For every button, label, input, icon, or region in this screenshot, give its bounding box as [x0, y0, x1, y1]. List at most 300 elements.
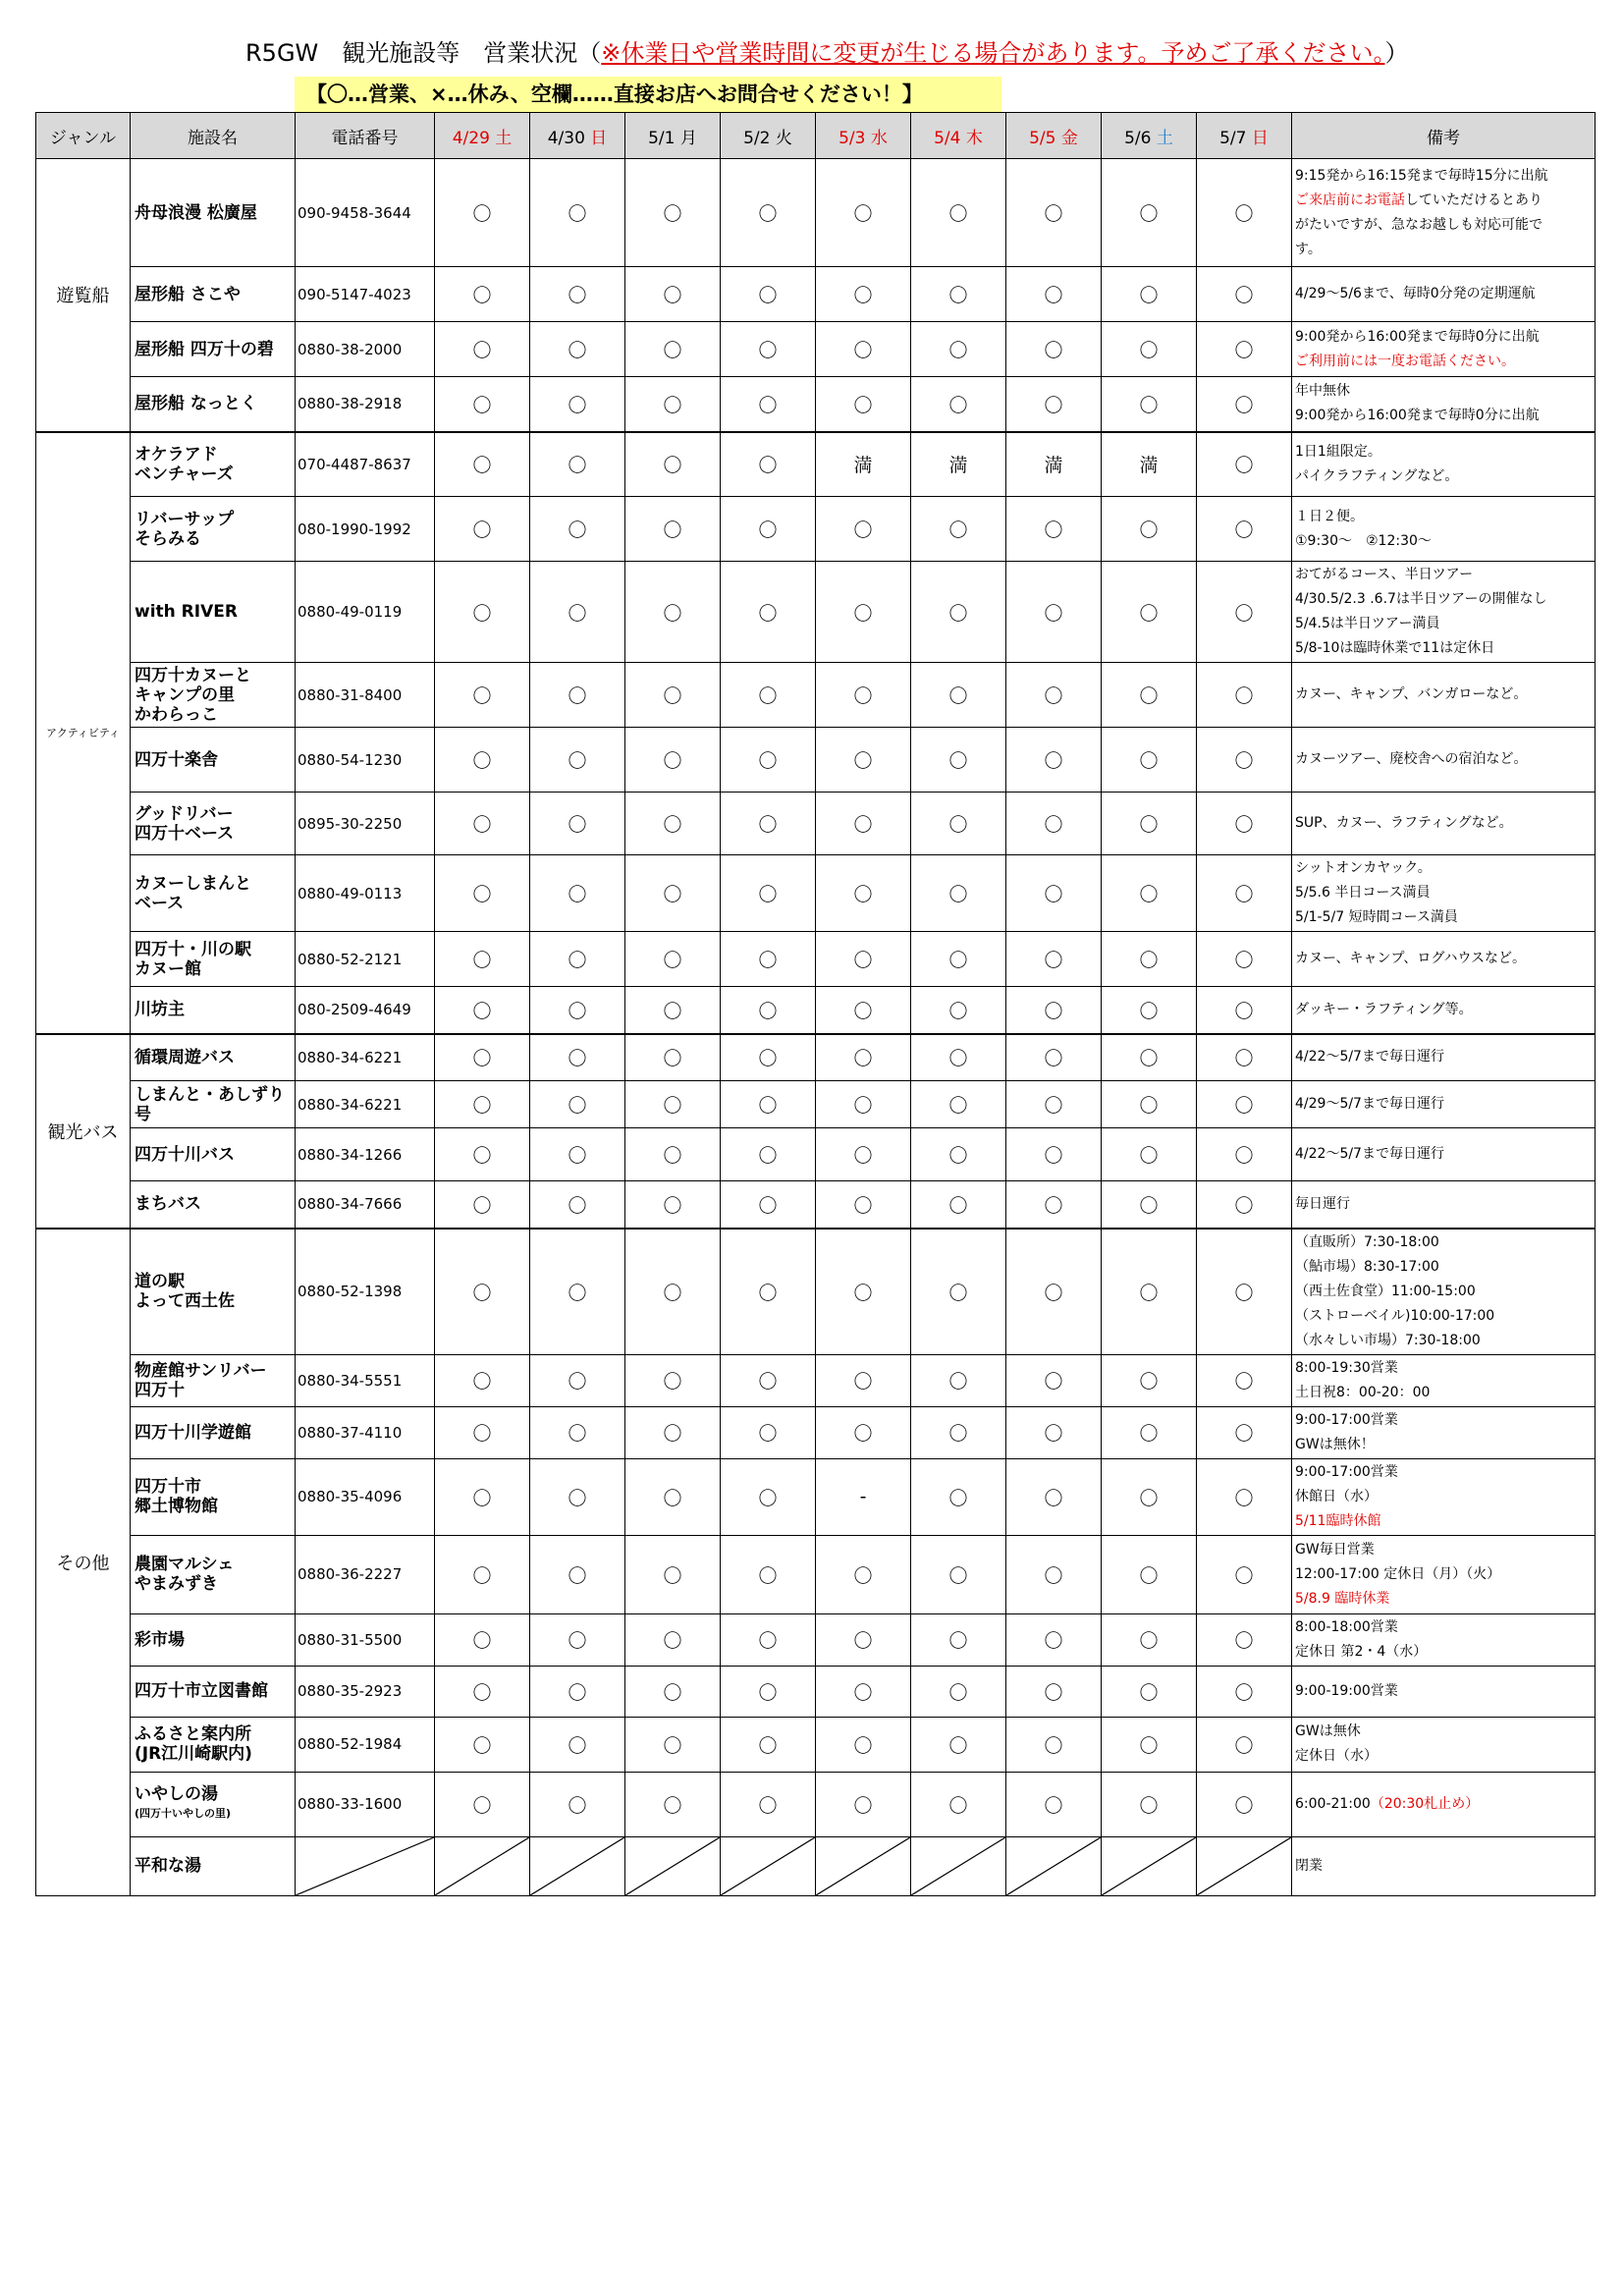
phone-number: 080-2509-4649 — [296, 987, 435, 1034]
phone-number: 090-5147-4023 — [296, 267, 435, 322]
memo-text: （ストローベイル)10:00-17:00 — [1295, 1307, 1495, 1324]
memo-line — [1295, 1587, 1594, 1612]
facility-name-line: ベンチャーズ — [135, 464, 234, 484]
memo-line — [1295, 404, 1594, 428]
status-cell: 〇 — [721, 1717, 816, 1772]
memo-line — [1295, 1720, 1594, 1744]
memo-text: 休館日（水） — [1295, 1488, 1378, 1504]
status-cell: 〇 — [435, 1666, 530, 1717]
header-date-text: 5/7 — [1219, 128, 1247, 148]
header-date-text: 5/1 — [648, 128, 676, 148]
status-cell: 〇 — [530, 159, 625, 267]
status-cell: 〇 — [911, 1613, 1006, 1666]
memo-text: 年中無休 — [1295, 383, 1350, 400]
memo-cell — [1292, 432, 1596, 497]
slash-line — [530, 1837, 624, 1895]
status-cell: 〇 — [911, 1229, 1006, 1355]
facility-name-line: 農園マルシェ — [135, 1555, 235, 1574]
phone-number: 0880-34-1266 — [296, 1128, 435, 1181]
status-cell: 〇 — [435, 1613, 530, 1666]
memo-text: がたいですが、急なお越しも対応可能で — [1295, 216, 1542, 233]
phone-number: 0880-49-0113 — [296, 855, 435, 932]
table-body — [36, 159, 1596, 1896]
memo-text: おてがるコース、半日ツアー — [1295, 567, 1474, 582]
memo-cell — [1292, 159, 1596, 267]
legend-banner: 【〇…営業、×…休み、空欄……直接お店へお問合せください！】 — [295, 77, 1001, 112]
status-cell: 〇 — [721, 728, 816, 793]
status-cell: 〇 — [435, 1772, 530, 1836]
status-cell: 〇 — [530, 1128, 625, 1181]
facility-name — [131, 1406, 296, 1458]
status-cell: 〇 — [625, 663, 721, 728]
status-cell: 〇 — [1102, 663, 1197, 728]
memo-line — [1295, 164, 1594, 189]
status-cell: 〇 — [625, 1354, 721, 1406]
status-cell-slashed — [625, 1836, 721, 1895]
genre-cell: その他 — [36, 1229, 131, 1896]
status-cell: 〇 — [435, 1181, 530, 1229]
memo-text: GWは無休！ — [1295, 1436, 1375, 1452]
status-cell: 〇 — [530, 432, 625, 497]
status-cell: 〇 — [625, 1458, 721, 1535]
status-cell: 〇 — [1102, 1535, 1197, 1613]
facility-name — [131, 1081, 296, 1128]
header-day-text: 月 — [679, 128, 697, 148]
facility-name-line: 川坊主 — [135, 1000, 185, 1020]
status-cell: 〇 — [816, 562, 911, 663]
status-cell: 〇 — [1197, 1717, 1292, 1772]
memo-cell — [1292, 1666, 1596, 1717]
status-cell: 〇 — [625, 1717, 721, 1772]
memo-text: 4/22～5/7まで毎日運行 — [1295, 1146, 1444, 1162]
memo-text: 4/29～5/7まで毎日運行 — [1295, 1096, 1444, 1112]
memo-text: 9:00発から16:00発まで毎時0分に出航 — [1295, 328, 1540, 345]
memo-line — [1295, 1408, 1594, 1433]
status-cell: 〇 — [530, 1717, 625, 1772]
facility-name-line: 彩市場 — [135, 1629, 185, 1650]
status-cell: 〇 — [1102, 1128, 1197, 1181]
memo-line — [1295, 1615, 1594, 1640]
facility-name-line: 屋形船 なっとく — [135, 394, 257, 414]
status-cell-slashed — [1006, 1836, 1102, 1895]
status-cell: 〇 — [721, 1081, 816, 1128]
status-cell: 〇 — [1197, 1406, 1292, 1458]
status-cell: 〇 — [911, 267, 1006, 322]
memo-line — [1295, 529, 1594, 554]
status-cell: 〇 — [530, 267, 625, 322]
status-cell: 〇 — [816, 1666, 911, 1717]
phone-number: 0880-34-7666 — [296, 1181, 435, 1229]
status-cell: 〇 — [816, 1406, 911, 1458]
status-cell: 〇 — [435, 1354, 530, 1406]
phone-number: 090-9458-3644 — [296, 159, 435, 267]
status-cell: 〇 — [721, 1354, 816, 1406]
memo-text: シットオンカヤック。 — [1295, 860, 1432, 876]
phone-number: 0880-34-6221 — [296, 1034, 435, 1081]
table-row — [36, 1717, 1596, 1772]
status-cell: 〇 — [1006, 1034, 1102, 1081]
memo-cell — [1292, 562, 1596, 663]
memo-line — [1295, 325, 1594, 350]
facility-name — [131, 267, 296, 322]
memo-line — [1295, 1045, 1594, 1069]
table-row — [36, 793, 1596, 855]
status-cell: 〇 — [1197, 793, 1292, 855]
memo-cell — [1292, 855, 1596, 932]
memo-cell — [1292, 1613, 1596, 1666]
facility-name — [131, 1836, 296, 1895]
status-cell: 〇 — [816, 1034, 911, 1081]
status-cell: 〇 — [625, 1406, 721, 1458]
facility-name — [131, 1034, 296, 1081]
memo-text: 9:00-19:00営業 — [1295, 1682, 1398, 1699]
status-cell: 〇 — [1006, 1128, 1102, 1181]
memo-text: ご利用前には一度お電話ください。 — [1295, 353, 1515, 369]
genre-cell: 観光バス — [36, 1034, 131, 1229]
status-cell: 〇 — [625, 1535, 721, 1613]
status-cell: 〇 — [625, 1666, 721, 1717]
memo-line — [1295, 998, 1594, 1022]
status-cell: 〇 — [721, 987, 816, 1034]
status-cell: 〇 — [435, 728, 530, 793]
header-facility: 施設名 — [131, 113, 296, 159]
status-cell: 〇 — [816, 987, 911, 1034]
status-cell: 〇 — [1197, 322, 1292, 377]
status-cell-slashed — [816, 1836, 911, 1895]
status-cell: 〇 — [530, 1034, 625, 1081]
status-cell: 〇 — [1197, 663, 1292, 728]
status-cell: 〇 — [1197, 1181, 1292, 1229]
status-cell: 〇 — [911, 1406, 1006, 1458]
status-cell: 〇 — [530, 1772, 625, 1836]
table-row — [36, 728, 1596, 793]
memo-line — [1295, 213, 1594, 238]
facility-name-sub: (四万十いやしの里) — [135, 1807, 232, 1820]
memo-cell — [1292, 377, 1596, 432]
status-cell: 〇 — [816, 159, 911, 267]
status-cell: 〇 — [721, 663, 816, 728]
status-cell: 〇 — [530, 1181, 625, 1229]
memo-text: 9:15発から16:15発まで毎時15分に出航 — [1295, 167, 1548, 184]
facility-name — [131, 1458, 296, 1535]
memo-line — [1295, 1142, 1594, 1167]
facility-name-line: 四万十カヌーと — [135, 665, 251, 685]
status-cell: 〇 — [1102, 1772, 1197, 1836]
facility-name-line: 四万十川学遊館 — [135, 1422, 251, 1443]
facility-name — [131, 1717, 296, 1772]
header-date-text: 5/5 — [1029, 128, 1056, 148]
facility-name-line: しまんと・あしずり号 — [135, 1084, 285, 1124]
facility-name — [131, 728, 296, 793]
facility-name-line: リバーサップ — [135, 509, 235, 529]
phone-number: 0895-30-2250 — [296, 793, 435, 855]
memo-line — [1295, 1485, 1594, 1509]
memo-text: GWは無休 — [1295, 1723, 1361, 1739]
header-date — [530, 113, 625, 159]
memo-text-rest: していただけるとあり — [1405, 191, 1542, 208]
memo-text: １日２便。 — [1295, 508, 1364, 524]
memo-cell — [1292, 932, 1596, 987]
status-cell: 〇 — [625, 497, 721, 562]
memo-line — [1295, 587, 1594, 612]
facility-name — [131, 1772, 296, 1836]
status-cell: 〇 — [1102, 159, 1197, 267]
header-date-text: 4/29 — [452, 128, 490, 148]
header-day-text: 日 — [590, 128, 608, 148]
phone-number: 0880-33-1600 — [296, 1772, 435, 1836]
status-cell: 〇 — [1006, 987, 1102, 1034]
memo-line — [1295, 947, 1594, 971]
status-cell: 〇 — [721, 1666, 816, 1717]
facility-name — [131, 1354, 296, 1406]
memo-line — [1295, 1538, 1594, 1562]
facility-name-line: 平和な湯 — [135, 1856, 201, 1876]
header-date — [625, 113, 721, 159]
status-cell: 〇 — [530, 987, 625, 1034]
title-close: ） — [1384, 39, 1409, 67]
status-cell: 〇 — [721, 793, 816, 855]
header-date — [1102, 113, 1197, 159]
memo-cell — [1292, 1458, 1596, 1535]
facility-name-line: 屋形船 さこや — [135, 284, 241, 304]
status-cell: 〇 — [530, 1458, 625, 1535]
status-cell: 〇 — [721, 1406, 816, 1458]
status-cell: 〇 — [1197, 159, 1292, 267]
status-cell: 〇 — [1197, 1081, 1292, 1128]
memo-text: 9:00-17:00営業 — [1295, 1463, 1398, 1480]
status-cell: 〇 — [530, 1081, 625, 1128]
status-cell: 〇 — [816, 377, 911, 432]
table-row — [36, 932, 1596, 987]
memo-line — [1295, 905, 1594, 930]
memo-line — [1295, 1744, 1594, 1769]
facility-name — [131, 432, 296, 497]
status-cell: 〇 — [1197, 1354, 1292, 1406]
status-cell: 〇 — [721, 932, 816, 987]
facility-name — [131, 793, 296, 855]
status-cell: 満 — [816, 432, 911, 497]
memo-text: 定休日（水） — [1295, 1748, 1378, 1764]
memo-line — [1295, 563, 1594, 587]
status-cell: 〇 — [435, 1081, 530, 1128]
status-cell: 〇 — [435, 1229, 530, 1355]
status-cell: 〇 — [1102, 497, 1197, 562]
header-genre: ジャンル — [36, 113, 131, 159]
status-cell: 〇 — [721, 1613, 816, 1666]
memo-text: カヌー、キャンプ、ログハウスなど。 — [1295, 951, 1527, 966]
memo-text: 4/30.5/2.3 .6.7は半日ツアーの開催なし — [1295, 591, 1547, 607]
memo-text: （直販所）7:30-18:00 — [1295, 1233, 1439, 1250]
status-cell: 〇 — [1006, 267, 1102, 322]
table-row — [36, 1034, 1596, 1081]
phone-number: 0880-36-2227 — [296, 1535, 435, 1613]
header-date — [435, 113, 530, 159]
status-cell: 〇 — [1197, 1034, 1292, 1081]
status-cell: 〇 — [1197, 432, 1292, 497]
status-cell: 〇 — [1006, 728, 1102, 793]
header-date — [1006, 113, 1102, 159]
memo-line — [1295, 1255, 1594, 1280]
memo-line — [1295, 1854, 1594, 1879]
facility-name-line: 四万十ベース — [135, 823, 235, 844]
facility-name — [131, 1666, 296, 1717]
table-row — [36, 377, 1596, 432]
memo-cell — [1292, 1717, 1596, 1772]
status-cell: 〇 — [816, 322, 911, 377]
status-cell: 〇 — [911, 932, 1006, 987]
memo-text: ご来店前にお電話 — [1295, 191, 1405, 208]
status-cell: 〇 — [435, 855, 530, 932]
memo-cell — [1292, 1128, 1596, 1181]
memo-line — [1295, 189, 1594, 213]
memo-line — [1295, 1640, 1594, 1665]
status-cell: 〇 — [911, 663, 1006, 728]
status-cell: 〇 — [911, 1034, 1006, 1081]
status-cell: 〇 — [625, 728, 721, 793]
phone-number: 0880-52-2121 — [296, 932, 435, 987]
facility-name-line: よって西土佐 — [135, 1291, 235, 1311]
status-cell: 〇 — [911, 1717, 1006, 1772]
table-row — [36, 432, 1596, 497]
memo-line — [1295, 1433, 1594, 1457]
status-cell: 〇 — [1197, 1229, 1292, 1355]
status-cell: 〇 — [721, 1229, 816, 1355]
status-cell-slashed — [530, 1836, 625, 1895]
memo-text: 5/11臨時休館 — [1295, 1512, 1381, 1529]
status-cell: 〇 — [1102, 1666, 1197, 1717]
memo-cell — [1292, 1081, 1596, 1128]
phone-number: 080-1990-1992 — [296, 497, 435, 562]
genre-cell: アクティビティ — [36, 432, 131, 1034]
memo-line — [1295, 811, 1594, 836]
memo-text: 6:00-21:00 — [1295, 1795, 1371, 1812]
memo-line — [1295, 440, 1594, 465]
status-cell: 〇 — [911, 855, 1006, 932]
memo-text: 4/29～5/6まで、毎時0分発の定期運航 — [1295, 286, 1536, 301]
phone-number: 070-4487-8637 — [296, 432, 435, 497]
status-cell: 〇 — [1006, 497, 1102, 562]
phone-number: 0880-35-4096 — [296, 1458, 435, 1535]
memo-cell — [1292, 1229, 1596, 1355]
memo-line — [1295, 1329, 1594, 1353]
slash-line — [435, 1837, 529, 1895]
table-row — [36, 1081, 1596, 1128]
status-cell: 〇 — [530, 1406, 625, 1458]
status-cell: 〇 — [625, 855, 721, 932]
memo-text: す。 — [1295, 241, 1322, 257]
memo-text: 9:00発から16:00発まで毎時0分に出航 — [1295, 408, 1540, 424]
status-cell: 〇 — [816, 1081, 911, 1128]
status-cell: 〇 — [435, 1535, 530, 1613]
table-row — [36, 1613, 1596, 1666]
status-cell: 〇 — [1006, 663, 1102, 728]
header-date — [816, 113, 911, 159]
phone-number: 0880-54-1230 — [296, 728, 435, 793]
memo-cell — [1292, 663, 1596, 728]
memo-text: ①9:30～ ②12:30～ — [1295, 532, 1432, 549]
status-cell: 〇 — [625, 1034, 721, 1081]
facility-name-line: 四万十市立図書館 — [135, 1681, 268, 1701]
status-cell: 〇 — [435, 377, 530, 432]
status-cell: 〇 — [1102, 1229, 1197, 1355]
status-cell: 〇 — [530, 1666, 625, 1717]
facility-name — [131, 1181, 296, 1229]
memo-text: （西土佐食堂）11:00-15:00 — [1295, 1283, 1476, 1299]
status-cell: 〇 — [1102, 1354, 1197, 1406]
memo-text: カヌー、キャンプ、バンガローなど。 — [1295, 686, 1528, 702]
facility-name-line: 循環周遊バス — [135, 1047, 235, 1067]
memo-line — [1295, 1280, 1594, 1304]
facility-name-line: 屋形船 四万十の碧 — [135, 339, 274, 359]
status-cell: 〇 — [625, 562, 721, 663]
status-cell: 満 — [911, 432, 1006, 497]
genre-cell: 遊覧船 — [36, 159, 131, 432]
status-cell: 〇 — [1197, 987, 1292, 1034]
facility-name-line: 道の駅 — [135, 1272, 185, 1291]
status-cell: 〇 — [911, 1458, 1006, 1535]
status-cell: 〇 — [530, 793, 625, 855]
table-row — [36, 267, 1596, 322]
status-cell: 〇 — [1006, 562, 1102, 663]
status-cell: 〇 — [1006, 377, 1102, 432]
header-day-text: 火 — [775, 128, 792, 148]
status-cell: 〇 — [530, 322, 625, 377]
phone-number: 0880-38-2918 — [296, 377, 435, 432]
status-cell: 満 — [1006, 432, 1102, 497]
status-cell: 〇 — [530, 855, 625, 932]
memo-text: （水々しい市場）7:30-18:00 — [1295, 1332, 1481, 1348]
status-cell: 〇 — [530, 663, 625, 728]
status-cell: 〇 — [816, 663, 911, 728]
status-cell: 〇 — [1102, 377, 1197, 432]
status-cell: 〇 — [1102, 1406, 1197, 1458]
status-cell: 〇 — [1102, 932, 1197, 987]
status-cell: 〇 — [530, 1613, 625, 1666]
memo-line — [1295, 1230, 1594, 1255]
status-cell: 〇 — [911, 728, 1006, 793]
facility-name-line: ふるさと案内所 — [135, 1724, 251, 1744]
memo-line — [1295, 465, 1594, 489]
table-row — [36, 1458, 1596, 1535]
status-cell: - — [816, 1458, 911, 1535]
status-cell: 〇 — [721, 497, 816, 562]
status-cell: 〇 — [721, 1535, 816, 1613]
status-cell: 〇 — [1197, 1772, 1292, 1836]
status-cell: 〇 — [530, 1229, 625, 1355]
status-cell: 〇 — [1102, 987, 1197, 1034]
status-cell: 〇 — [816, 1128, 911, 1181]
status-cell-slashed — [435, 1836, 530, 1895]
memo-text: 毎日運行 — [1295, 1195, 1350, 1212]
phone-number: 0880-52-1398 — [296, 1229, 435, 1355]
status-cell: 〇 — [435, 663, 530, 728]
status-cell: 〇 — [435, 267, 530, 322]
status-cell: 〇 — [1102, 1458, 1197, 1535]
facility-name-line: やまみずき — [135, 1574, 218, 1594]
status-cell: 〇 — [1197, 1535, 1292, 1613]
facility-name-line: カヌーしまんと — [135, 873, 251, 894]
memo-text: 5/4.5は半日ツアー満員 — [1295, 616, 1440, 631]
slash-line — [1006, 1837, 1101, 1895]
facility-name-line: 郷土博物館 — [135, 1497, 218, 1516]
status-cell: 〇 — [1102, 728, 1197, 793]
status-table — [35, 112, 1596, 1896]
memo-cell — [1292, 267, 1596, 322]
memo-cell — [1292, 1354, 1596, 1406]
status-cell: 〇 — [1197, 932, 1292, 987]
status-cell: 〇 — [435, 1458, 530, 1535]
status-cell: 〇 — [1006, 322, 1102, 377]
